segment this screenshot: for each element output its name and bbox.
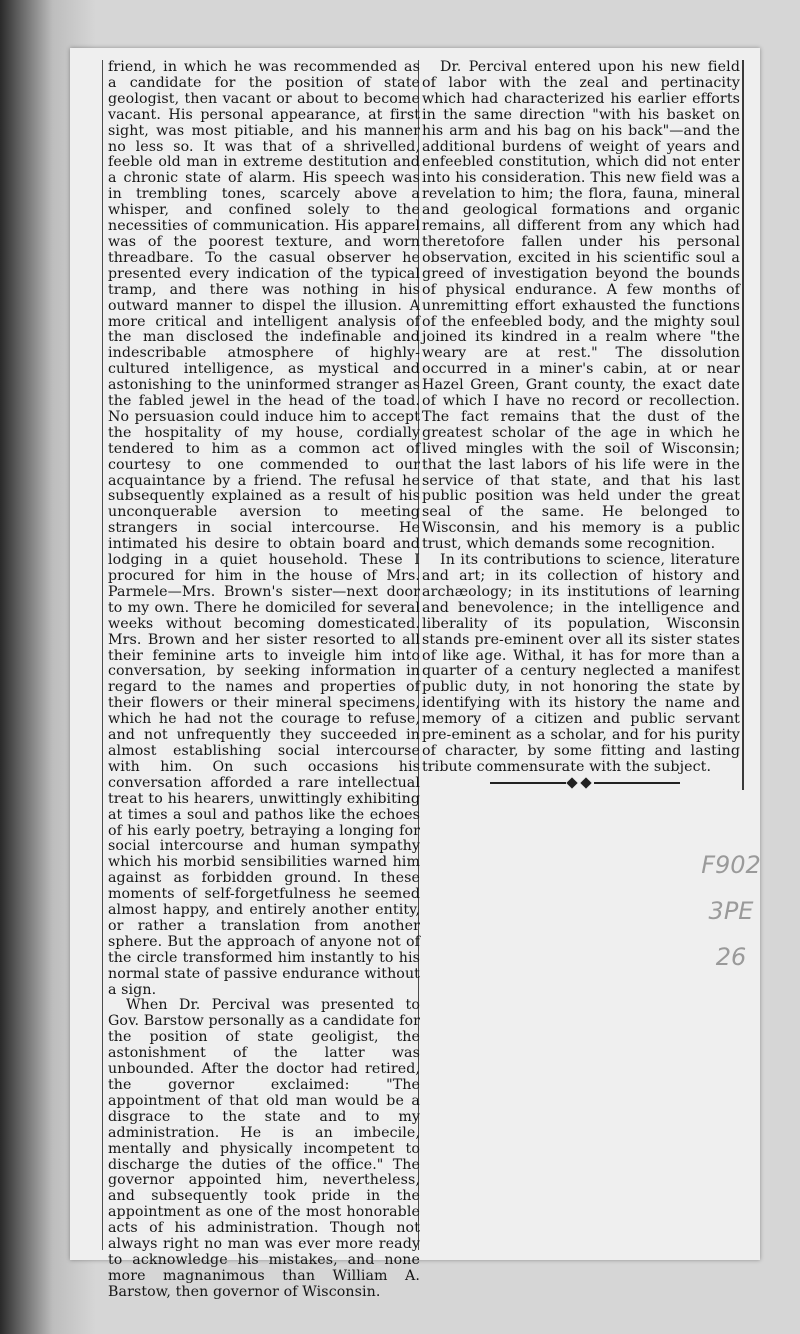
column-rule-right xyxy=(742,60,744,790)
left-paragraph-2: When Dr. Percival was presented to Gov. Barstow personally as a candidate for the position of state geoligist, the astonishment of the latter was unbounded. After the doctor had retired, the governor exclaimed: "The appointment of that old man would be a disgrace to the state and to my administration. He is an imbecile, mentally and physically incompetent to discharge the duties of the office." The governor appointed him, nevertheless, and subsequently took pride in the appointment as one of the most honorable acts of his administration. Though not always right no man was ever more ready to acknowledge his mistakes, and none more magnanimous than William A. Barstow, then governor of Wisconsin. xyxy=(108,997,420,1300)
ornament-diamond-2 xyxy=(580,777,591,788)
right-column xyxy=(422,60,740,776)
left-paragraph-1: friend, in which he was recommended as a candidate for the position of state geologist, then vacant or about to become vacant. His personal appearance, at first sight, was most pitiable, and his manner no less so. It was that of a shrivelled, feeble old man in extreme destitution and a chronic state of alarm. His speech was in trembling tones, scarcely above a whisper, and confined solely to the necessities of communication. His apparel was of the poorest texture, and worn threadbare. To the casual observer he presented every indication of the typical tramp, and there was nothing in his outward manner to dispel the illusion. A more critical and intelligent analysis of the man disclosed the indefinable and indescribable atmosphere of highly-cultured intelligence, as mystical and astonishing to the uninformed stranger as the fabled jewel in the head of the toad. No persuasion could induce him to accept the hospitality of my house, cordially tendered to him as a common act of courtesy to one commended to our acquaintance by a friend. The refusal he subsequently explained as a result of his unconquerable aversion to meeting strangers in social intercourse. He intimated his desire to obtain board and lodging in a quiet household. These I procured for him in the house of Mrs. Parmele—Mrs. Brown's sister—next door to my own. There he domiciled for several weeks without becoming domesticated. Mrs. Brown and her sister resorted to all their feminine arts to inveigle him into conversation, by seeking information in regard to the names and properties of their flowers or their mineral specimens, which he had not the courage to refuse, and not unfrequently they succeeded in almost establishing social intercourse with him. On such occasions his conversation afforded a rare intellectual treat to his hearers, unwittingly exhibiting at times a soul and pathos like the echoes of his early poetry, betraying a longing for social intercourse and human sympathy which his morbid sensibilities warned him against as forbidden ground. In these moments of self-forgetfulness he seemed almost happy, and entirely another entity, or rather a translation from another sphere. But the approach of anyone not of the circle transformed him instantly to his normal state of passive endurance without a sign. xyxy=(108,59,420,998)
ornament-diamond-1 xyxy=(566,777,577,788)
catalog-mark-3: 26 xyxy=(715,943,747,971)
end-ornament xyxy=(490,776,680,790)
column-rule-left xyxy=(102,60,103,1250)
right-paragraph-1: Dr. Percival entered upon his new field of labor with the zeal and pertinacity which had characterized his earlier efforts in the same direction "with his basket on his arm and his bag on his back"—and the additional burdens of weight of years and enfeebled constitution, which did not enter into his consideration. This new field was a revelation to him; the flora, fauna, mineral and geological formations and organic remains, all different from any which had theretofore fallen under his personal observation, excited in his scientific soul a greed of investigation beyond the bounds of physical endurance. A few months of unremitting effort exhausted the functions of the enfeebled body, and the mighty soul joined its kindred in a realm where "the weary are at rest." The dissolution occurred in a miner's cabin, at or near Hazel Green, Grant county, the exact date of which I have no record or recollection. The fact remains that the dust of the greatest scholar of the age in which he lived mingles with the soil of Wisconsin; that the last labors of his life were in the service of that state, and that his last public position was held under the great seal of the same. He belonged to Wisconsin, and his memory is a public trust, which demands some recognition. xyxy=(422,59,740,553)
ornament-line-right xyxy=(594,782,680,784)
ornament-line-left xyxy=(490,782,566,784)
catalog-mark-1: F902 xyxy=(701,851,761,879)
pencil-catalog-marks xyxy=(686,842,776,980)
right-paragraph-2: In its contributions to science, literature and art; in its collection of history and archæology; in its institutions of learning and benevolence; in the intelligence and liberality of its population, Wisconsin stands pre-eminent over all its sister states of like age. Withal, it has for more than a quarter of a century neglected a manifest public duty, in not honoring the state by identifying with its history the name and memory of a citizen and public servant pre-eminent as a scholar, and for his purity of character, by some fitting and lasting tribute commensurate with the subject. xyxy=(422,552,740,775)
left-column xyxy=(108,60,420,1301)
catalog-mark-2: 3PE xyxy=(708,897,754,925)
